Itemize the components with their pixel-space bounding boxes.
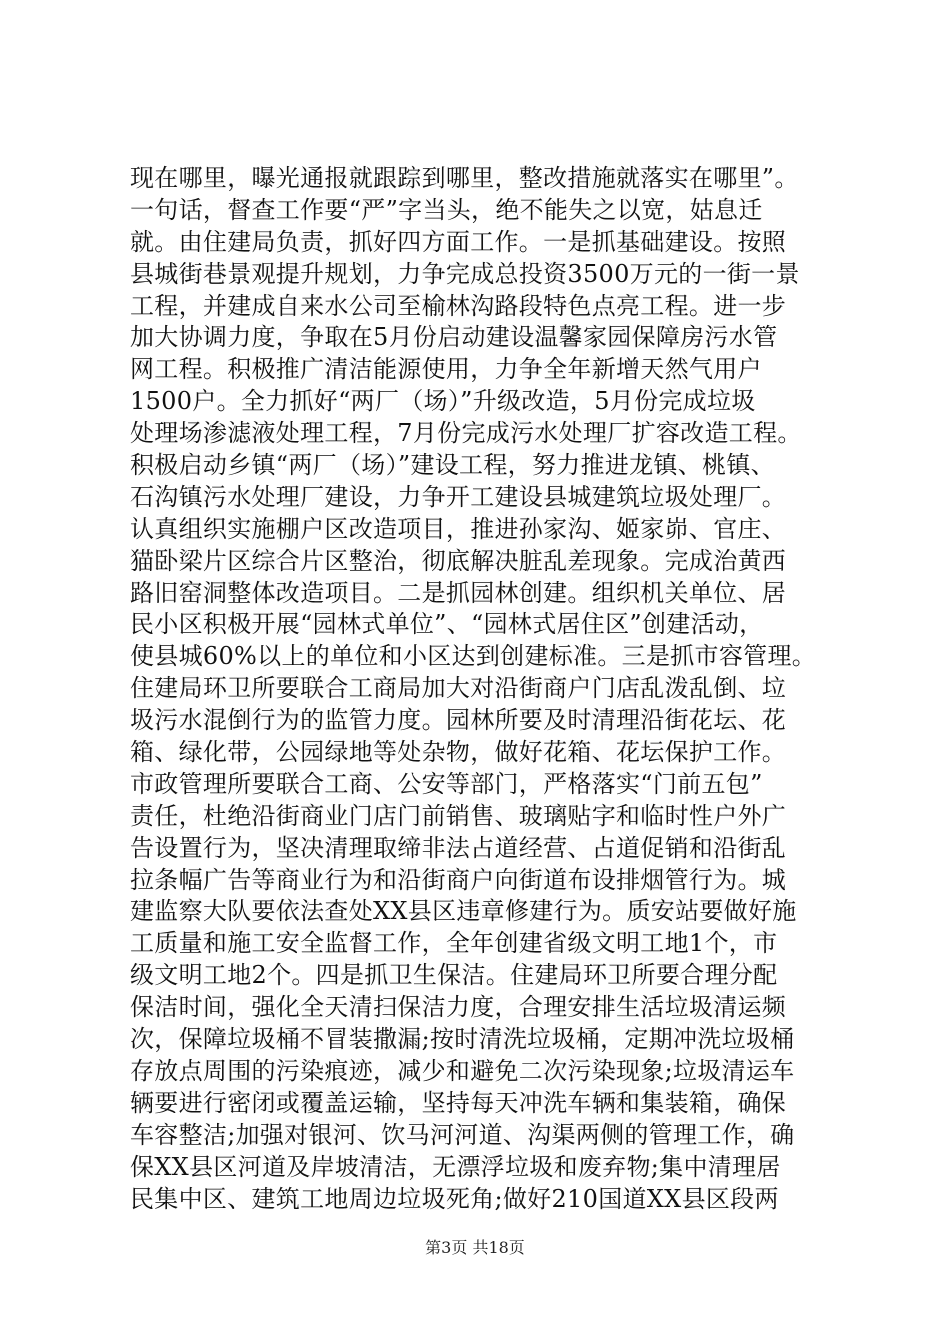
body-text-line: 民小区积极开展“园林式单位”、“园林式居住区”创建活动，	[130, 610, 764, 639]
body-text-line: 建监察大队要依法查处XX县区违章修建行为。质安站要做好施	[130, 897, 797, 926]
body-text-line: 就。由住建局负责，抓好四方面工作。一是抓基础建设。按照	[130, 227, 787, 256]
body-text-line: 一句话，督查工作要“严”字当头，绝不能失之以宽，姑息迁	[130, 195, 763, 224]
body-text-line: 保XX县区河道及岸坡清洁，无漂浮垃圾和废弃物;集中清理居	[130, 1152, 781, 1181]
body-text-line: 现在哪里，曝光通报就跟踪到哪里，整改措施就落实在哪里”。	[130, 164, 799, 192]
body-text-line: 路旧窑洞整体改造项目。二是抓园林创建。组织机关单位、居	[130, 578, 787, 607]
body-text-line: 圾污水混倒行为的监管力度。园林所要及时清理沿街花坛、花	[130, 706, 787, 735]
body-text-line: 积极启动乡镇“两厂（场）”建设工程，努力推进龙镇、桃镇、	[130, 451, 775, 480]
body-text-line: 告设置行为，坚决清理取缔非法占道经营、占道促销和沿街乱	[130, 833, 787, 862]
body-text-line: 猫卧梁片区综合片区整治，彻底解决脏乱差现象。完成治黄西	[130, 546, 787, 575]
body-text-line: 处理场渗滤液处理工程，7月份完成污水处理厂扩容改造工程。	[130, 419, 802, 448]
body-text-line: 县城街巷景观提升规划，力争完成总投资3500万元的一街一景	[130, 259, 800, 288]
body-text-line: 工质量和施工安全监督工作，全年创建省级文明工地1个，市	[130, 929, 778, 958]
body-text-line: 保洁时间，强化全天清扫保洁力度，合理安排生活垃圾清运频	[130, 993, 787, 1022]
body-text-line: 责任，杜绝沿街商业门店门前销售、玻璃贴字和临时性户外广	[130, 801, 787, 830]
body-text-line: 辆要进行密闭或覆盖运输，坚持每天冲洗车辆和集装箱，确保	[130, 1088, 787, 1117]
body-text-line: 市政管理所要联合工商、公安等部门，严格落实“门前五包”	[130, 769, 763, 798]
body-text-line: 认真组织实施棚户区改造项目，推进孙家沟、姬家峁、官庄、	[130, 514, 787, 543]
body-text-line: 车容整洁;加强对银河、饮马河河道、沟渠两侧的管理工作，确	[130, 1120, 795, 1149]
body-text-line: 拉条幅广告等商业行为和沿街商户向街道布设排烟管行为。城	[130, 865, 787, 894]
page-number-footer: 第3页 共18页	[425, 1238, 525, 1257]
body-text-line: 石沟镇污水处理厂建设，力争开工建设县城建筑垃圾处理厂。	[130, 482, 787, 511]
body-text-line: 存放点周围的污染痕迹，减少和避免二次污染现象;垃圾清运车	[130, 1056, 795, 1085]
body-text-line: 网工程。积极推广清洁能源使用，力争全年新增天然气用户	[130, 355, 762, 384]
body-text-line: 次，保障垃圾桶不冒装撒漏;按时清洗垃圾桶，定期冲洗垃圾桶	[130, 1025, 795, 1054]
body-text-line: 箱、绿化带，公园绿地等处杂物，做好花箱、花坛保护工作。	[130, 738, 787, 767]
body-text-line: 住建局环卫所要联合工商局加大对沿街商户门店乱泼乱倒、垃	[130, 674, 787, 703]
body-text-line: 工程，并建成自来水公司至榆林沟路段特色点亮工程。进一步	[130, 291, 787, 320]
body-text-line: 民集中区、建筑工地周边垃圾死角;做好210国道XX县区段两	[130, 1184, 779, 1213]
body-text-line: 加大协调力度，争取在5月份启动建设温馨家园保障房污水管	[130, 323, 778, 352]
body-text-line: 1500户。全力抓好“两厂（场）”升级改造，5月份完成垃圾	[130, 387, 756, 416]
document-body	[130, 163, 850, 1215]
body-text-line: 级文明工地2个。四是抓卫生保洁。住建局环卫所要合理分配	[130, 961, 778, 990]
body-text-line: 使县城60%以上的单位和小区达到创建标准。三是抓市容管理。	[130, 642, 817, 671]
